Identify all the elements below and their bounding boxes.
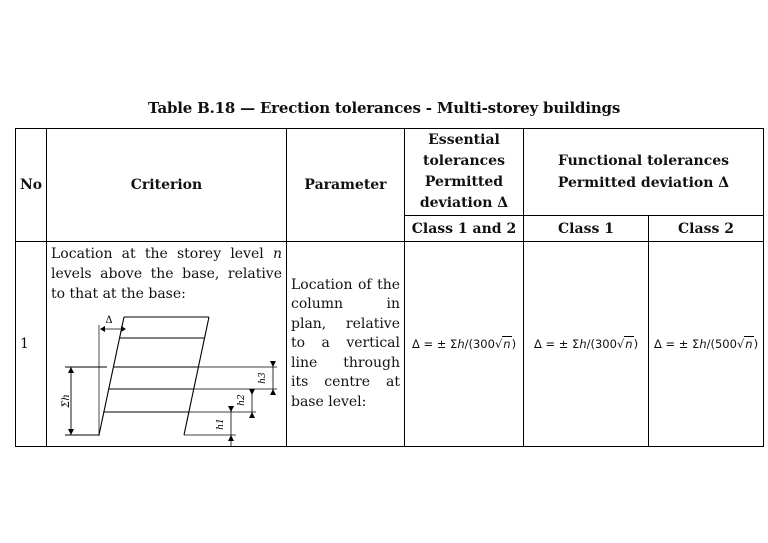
table-title: Table B.18 — Erection tolerances - Multi-storey buildings bbox=[147, 99, 621, 117]
header-parameter: Parameter bbox=[287, 129, 405, 242]
class-1-formula: Δ = ± Σh/(300√n) bbox=[533, 337, 639, 351]
erection-tolerance-table bbox=[15, 128, 764, 447]
criterion-cell bbox=[47, 242, 287, 447]
row-number: 1 bbox=[16, 242, 47, 447]
right-column bbox=[184, 317, 209, 435]
h2-label: h2 bbox=[237, 394, 247, 406]
arrow-up-icon bbox=[68, 367, 74, 373]
arrow-down-icon bbox=[68, 429, 74, 435]
parameter-cell bbox=[287, 242, 405, 447]
class-2-formula-cell bbox=[649, 242, 764, 447]
header-criterion: Criterion bbox=[47, 129, 287, 242]
header-class-1-and-2: Class 1 and 2 bbox=[405, 216, 524, 242]
h3-label: h3 bbox=[258, 372, 268, 384]
delta-label: Δ bbox=[105, 315, 113, 326]
header-class-1: Class 1 bbox=[524, 216, 649, 242]
left-column bbox=[99, 317, 124, 435]
header-class-2: Class 2 bbox=[649, 216, 764, 242]
header-no: No bbox=[16, 129, 47, 242]
header-functional-tolerances: Functional tolerances Permitted deviation Δ bbox=[524, 129, 764, 216]
class-1-formula-cell bbox=[524, 242, 649, 447]
h1-label: h1 bbox=[216, 418, 226, 430]
storey-sway-diagram bbox=[51, 306, 281, 446]
essential-formula: Δ = ± Σh/(300√n) bbox=[411, 337, 517, 351]
class-2-formula: Δ = ± Σh/(500√n) bbox=[653, 337, 759, 351]
criterion-text: Location at the storey level n levels above the base, relative to that at the base: bbox=[51, 246, 282, 302]
header-essential-tolerances: Essential tolerances Permitted deviation Δ bbox=[405, 129, 524, 216]
sum-h-label: Σh bbox=[61, 394, 72, 408]
essential-formula-cell bbox=[405, 242, 524, 447]
parameter-text: Location of the column in plan, relative to a vertical line through its centre at base level: bbox=[291, 276, 400, 410]
